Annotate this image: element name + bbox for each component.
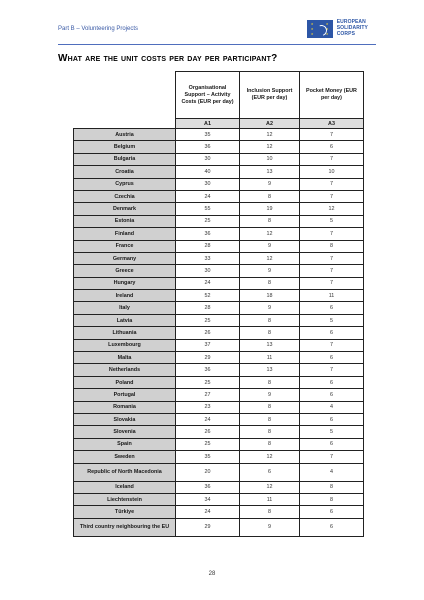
organisational-support-cell: 37 [176,339,240,351]
pocket-money-cell: 7 [300,277,364,289]
table-row [74,141,364,153]
organisational-support-cell: 36 [176,364,240,376]
pocket-money-cell: 12 [300,203,364,215]
pocket-money-cell: 7 [300,190,364,202]
inclusion-support-cell: 18 [240,290,300,302]
inclusion-support-cell: 12 [240,129,300,141]
column-code-a3: A3 [300,119,364,129]
inclusion-support-cell: 9 [240,389,300,401]
table-row [74,401,364,413]
table-row [74,203,364,215]
country-cell: Romania [74,401,176,413]
column-code-a2: A2 [240,119,300,129]
country-cell: Netherlands [74,364,176,376]
pocket-money-cell: 5 [300,426,364,438]
country-cell: Hungary [74,277,176,289]
inclusion-support-cell: 8 [240,327,300,339]
table-row [74,190,364,202]
country-cell: Latvia [74,314,176,326]
pocket-money-cell: 5 [300,215,364,227]
country-cell: Türkiye [74,506,176,518]
pocket-money-cell: 7 [300,178,364,190]
pocket-money-cell: 7 [300,129,364,141]
pocket-money-cell: 7 [300,339,364,351]
organisational-support-cell: 24 [176,277,240,289]
inclusion-support-cell: 9 [240,178,300,190]
logo-line: CORPS [336,30,355,37]
table-row [74,290,364,302]
table-row [74,352,364,364]
country-cell: Slovakia [74,413,176,425]
organisational-support-cell: 36 [176,481,240,493]
inclusion-support-cell: 10 [240,153,300,165]
country-cell: Cyprus [74,178,176,190]
country-cell: Bulgaria [74,153,176,165]
pocket-money-cell: 6 [300,518,364,536]
inclusion-support-cell: 8 [240,413,300,425]
organisational-support-cell: 28 [176,302,240,314]
inclusion-support-cell: 12 [240,481,300,493]
column-code-a1: A1 [176,119,240,129]
pocket-money-cell: 8 [300,481,364,493]
table-row [74,518,364,536]
organisational-support-cell: 23 [176,401,240,413]
table-row [74,413,364,425]
table-row [74,252,364,264]
inclusion-support-cell: 9 [240,240,300,252]
pocket-money-cell: 10 [300,166,364,178]
pocket-money-cell: 6 [300,438,364,450]
inclusion-support-cell: 12 [240,451,300,463]
organisational-support-cell: 20 [176,463,240,481]
country-cell: France [74,240,176,252]
country-cell: Portugal [74,389,176,401]
table-corner [74,72,176,119]
organisational-support-cell: 25 [176,438,240,450]
organisational-support-cell: 24 [176,413,240,425]
pocket-money-cell: 7 [300,265,364,277]
country-cell: Belgium [74,141,176,153]
inclusion-support-cell: 8 [240,438,300,450]
unit-costs-table [73,71,364,537]
inclusion-support-cell: 9 [240,518,300,536]
table-row [74,493,364,505]
organisational-support-cell: 40 [176,166,240,178]
pocket-money-cell: 7 [300,451,364,463]
country-cell: Iceland [74,481,176,493]
organisational-support-cell: 33 [176,252,240,264]
inclusion-support-cell: 9 [240,302,300,314]
pocket-money-cell: 7 [300,153,364,165]
country-cell: Estonia [74,215,176,227]
table-corner [74,119,176,129]
organisational-support-cell: 36 [176,141,240,153]
inclusion-support-cell: 12 [240,141,300,153]
table-row [74,481,364,493]
organisational-support-cell: 28 [176,240,240,252]
table-row [74,463,364,481]
eu-flag-icon: ★ ★ ★ ★ ★ ★ [307,20,333,38]
inclusion-support-cell: 13 [240,364,300,376]
pocket-money-cell: 6 [300,327,364,339]
page-header [58,16,368,44]
table-row [74,129,364,141]
pocket-money-cell: 6 [300,376,364,388]
pocket-money-cell: 6 [300,413,364,425]
inclusion-support-cell: 6 [240,463,300,481]
table-row [74,178,364,190]
pocket-money-cell: 6 [300,506,364,518]
inclusion-support-cell: 8 [240,215,300,227]
table-row [74,364,364,376]
organisational-support-cell: 30 [176,265,240,277]
inclusion-support-cell: 8 [240,190,300,202]
country-cell: Austria [74,129,176,141]
inclusion-support-cell: 13 [240,166,300,178]
country-cell: Poland [74,376,176,388]
header-divider [58,44,376,45]
inclusion-support-cell: 8 [240,277,300,289]
country-cell: Liechtenstein [74,493,176,505]
organisational-support-cell: 27 [176,389,240,401]
pocket-money-cell: 7 [300,252,364,264]
inclusion-support-cell: 8 [240,314,300,326]
country-cell: Croatia [74,166,176,178]
inclusion-support-cell: 12 [240,252,300,264]
table-row [74,376,364,388]
pocket-money-cell: 6 [300,302,364,314]
organisational-support-cell: 35 [176,129,240,141]
table-row [74,451,364,463]
country-cell: Czechia [74,190,176,202]
table-row [74,506,364,518]
column-header-organisational-support: Organisational Support – Activity Costs (EUR per day) [176,72,240,119]
organisational-support-cell: 35 [176,451,240,463]
country-cell: Finland [74,228,176,240]
logo-wordmark [337,20,368,37]
organisational-support-cell: 34 [176,493,240,505]
country-cell: Spain [74,438,176,450]
organisational-support-cell: 29 [176,352,240,364]
pocket-money-cell: 4 [300,401,364,413]
table-row [74,166,364,178]
country-cell: Denmark [74,203,176,215]
organisational-support-cell: 25 [176,376,240,388]
table-row [74,240,364,252]
table-row [74,265,364,277]
section-label: Part B – Volunteering Projects [58,26,139,32]
logo-line: EUROPEAN [336,19,366,26]
country-cell: Malta [74,352,176,364]
organisational-support-cell: 30 [176,153,240,165]
organisational-support-cell: 30 [176,178,240,190]
inclusion-support-cell: 8 [240,376,300,388]
organisational-support-cell: 24 [176,190,240,202]
organisational-support-cell: 25 [176,215,240,227]
organisational-support-cell: 52 [176,290,240,302]
pocket-money-cell: 7 [300,228,364,240]
country-cell: Slovenia [74,426,176,438]
country-cell: Sweden [74,451,176,463]
pocket-money-cell: 6 [300,352,364,364]
inclusion-support-cell: 8 [240,401,300,413]
country-cell: Greece [74,265,176,277]
table-row [74,277,364,289]
table-row [74,389,364,401]
pocket-money-cell: 8 [300,240,364,252]
page-title: What are the unit costs per day per participant? [58,53,278,64]
inclusion-support-cell: 19 [240,203,300,215]
pocket-money-cell: 4 [300,463,364,481]
country-cell: Republic of North Macedonia [74,463,176,481]
organisational-support-cell: 25 [176,314,240,326]
inclusion-support-cell: 12 [240,228,300,240]
country-cell: Third country neighbouring the EU [74,518,176,536]
inclusion-support-cell: 13 [240,339,300,351]
pocket-money-cell: 7 [300,364,364,376]
table-row [74,339,364,351]
inclusion-support-cell: 8 [240,426,300,438]
column-header-pocket-money: Pocket Money (EUR per day) [300,72,364,119]
column-header-inclusion-support: Inclusion Support (EUR per day) [240,72,300,119]
table-row [74,302,364,314]
table-row [74,426,364,438]
country-cell: Italy [74,302,176,314]
organisational-support-cell: 26 [176,327,240,339]
organisational-support-cell: 24 [176,506,240,518]
inclusion-support-cell: 11 [240,493,300,505]
pocket-money-cell: 11 [300,290,364,302]
table-row [74,215,364,227]
inclusion-support-cell: 11 [240,352,300,364]
country-cell: Germany [74,252,176,264]
country-cell: Lithuania [74,327,176,339]
table-row [74,314,364,326]
table-row [74,153,364,165]
pocket-money-cell: 6 [300,141,364,153]
european-solidarity-corps-logo [307,16,368,42]
organisational-support-cell: 55 [176,203,240,215]
inclusion-support-cell: 8 [240,506,300,518]
table-row [74,438,364,450]
page-number: 28 [208,571,216,577]
country-cell: Ireland [74,290,176,302]
organisational-support-cell: 26 [176,426,240,438]
pocket-money-cell: 8 [300,493,364,505]
inclusion-support-cell: 9 [240,265,300,277]
table-row [74,327,364,339]
logo-line: SOLIDARITY [336,25,368,32]
organisational-support-cell: 36 [176,228,240,240]
pocket-money-cell: 5 [300,314,364,326]
organisational-support-cell: 29 [176,518,240,536]
country-cell: Luxembourg [74,339,176,351]
table-row [74,228,364,240]
pocket-money-cell: 6 [300,389,364,401]
table-body [74,129,364,537]
